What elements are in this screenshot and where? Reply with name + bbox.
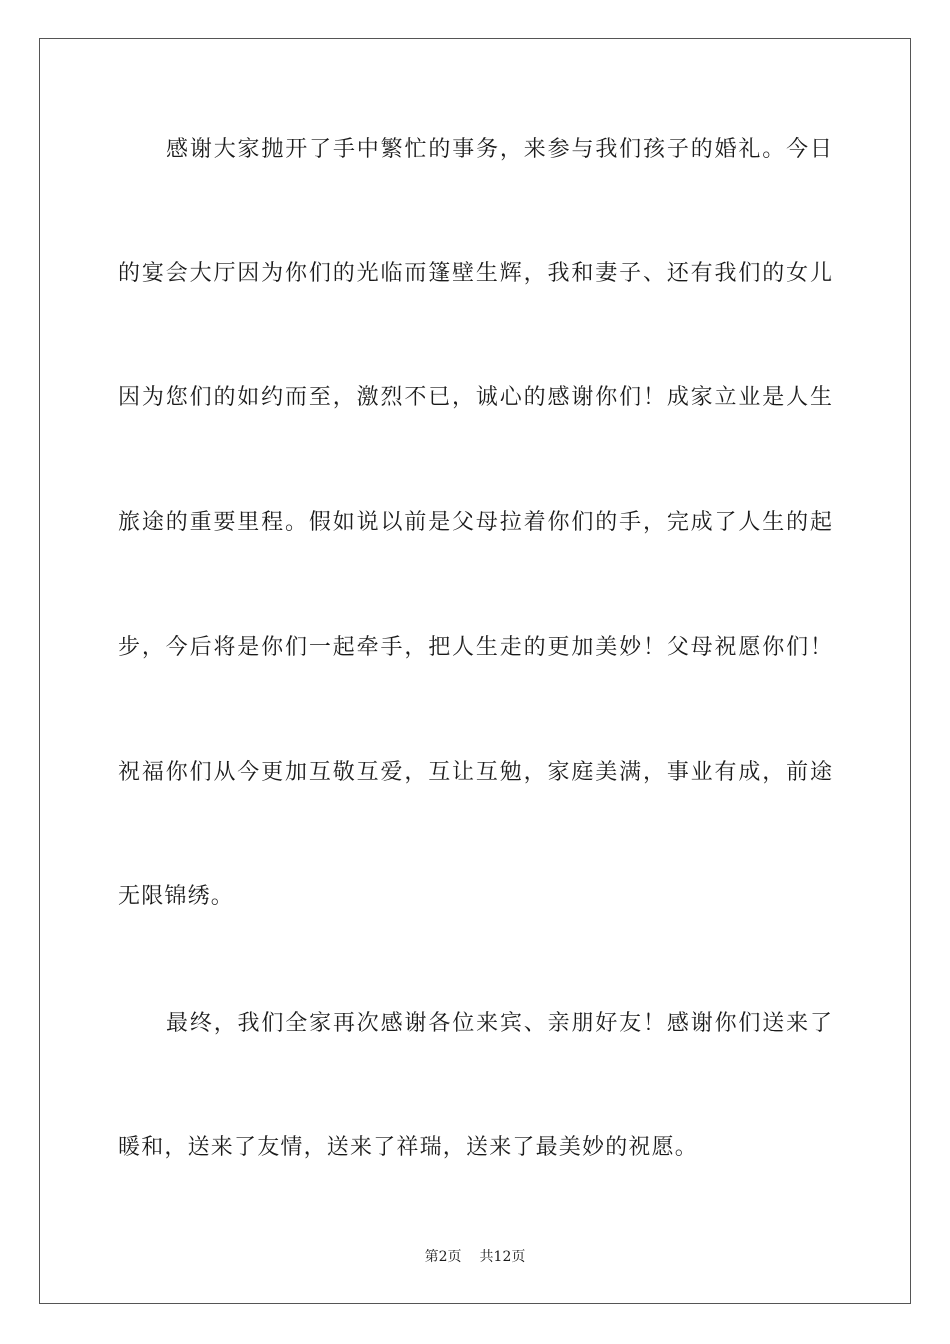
paragraph-1-line-1: 感谢大家抛开了手中繁忙的事务，来参与我们孩子的婚礼。今日: [166, 137, 832, 162]
page-footer: [0, 1248, 950, 1266]
paragraph-1-line-6: 祝福你们从今更加互敬互爱，互让互勉，家庭美满，事业有成，前途: [118, 760, 832, 785]
page-number-total: 共12页: [479, 1249, 526, 1265]
page-border: [39, 38, 911, 1304]
paragraph-1-line-7: 无限锦绣。: [118, 884, 235, 909]
paragraph-1-line-2: 的宴会大厅因为你们的光临而篷壁生辉，我和妻子、还有我们的女儿: [118, 261, 832, 286]
paragraph-2-line-2: 暖和，送来了友情，送来了祥瑞，送来了最美妙的祝愿。: [118, 1135, 699, 1160]
page-number-current: 第2页: [424, 1249, 462, 1265]
paragraph-1-line-5: 步，今后将是你们一起牵手，把人生走的更加美妙！父母祝愿你们！: [118, 635, 832, 660]
paragraph-1-line-4: 旅途的重要里程。假如说以前是父母拉着你们的手，完成了人生的起: [118, 510, 832, 535]
paragraph-1-line-3: 因为您们的如约而至，激烈不已，诚心的感谢你们！成家立业是人生: [118, 385, 832, 410]
paragraph-2-line-1: 最终，我们全家再次感谢各位来宾、亲朋好友！感谢你们送来了: [166, 1011, 832, 1036]
